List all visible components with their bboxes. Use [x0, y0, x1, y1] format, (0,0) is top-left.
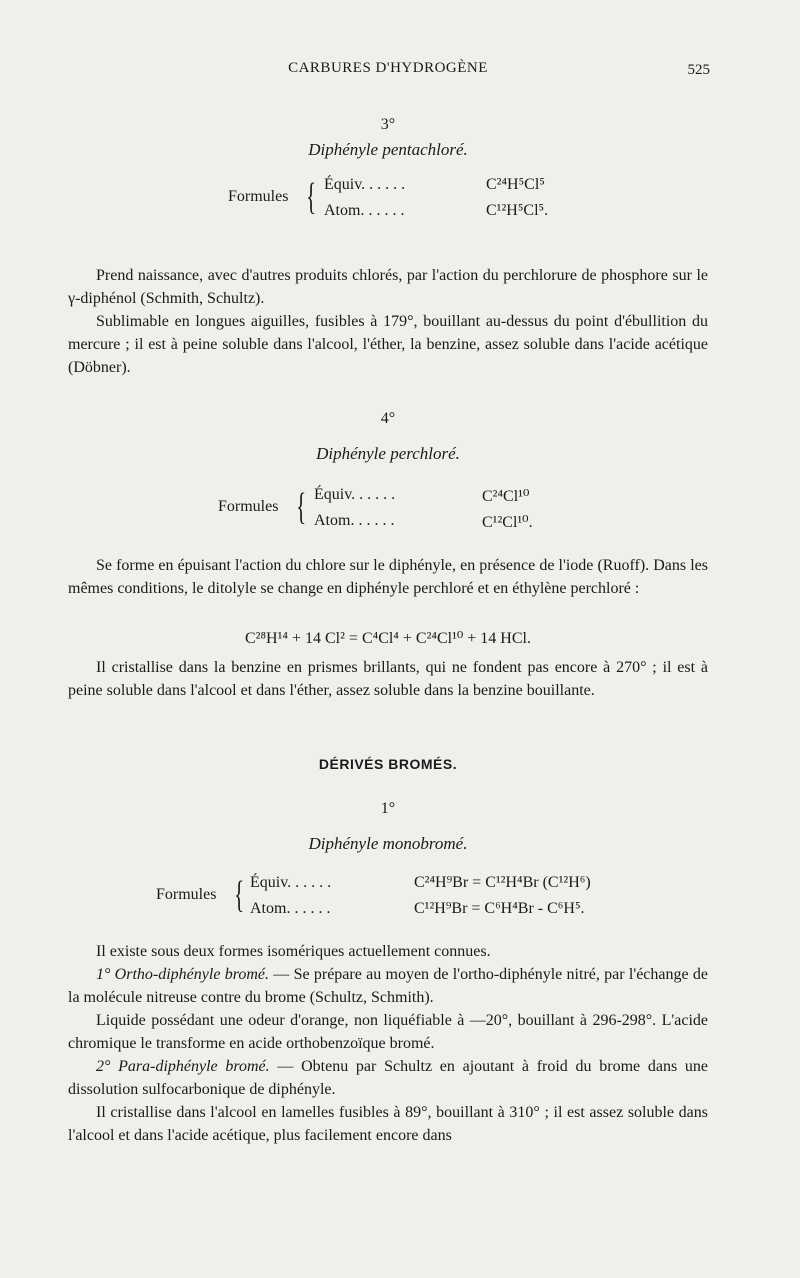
paragraph: Il cristallise dans l'alcool en lamelles fusibles à 89°, bouillant à 310° ; il est assez soluble dans l'alcool et dans l'acide acétique, plus facilement encore dans	[68, 1104, 708, 1144]
formula-table	[218, 480, 638, 550]
atom-formula: C¹²Cl¹⁰.	[482, 514, 533, 531]
equiv-formula: C²⁴Cl¹⁰	[482, 488, 530, 505]
equiv-formula: C²⁴H⁵Cl⁵	[486, 176, 545, 193]
section-number: 1°	[380, 800, 396, 817]
paragraph: Se forme en épuisant l'action du chlore sur le diphényle, en présence de l'iode (Ruoff). Dans les mêmes conditions, le ditolyle se change en diphényle perchloré et en éthylène perchloré :	[68, 557, 708, 597]
section-heading: DÉRIVÉS BROMÉS.	[318, 756, 458, 772]
running-head: CARBURES D'HYDROGÈNE	[288, 60, 488, 76]
atom-formula: C¹²H⁵Cl⁵.	[486, 202, 549, 219]
atom-label: Atom. . . . . .	[250, 900, 331, 917]
paragraph: Prend naissance, avec d'autres produits chlorés, par l'action du perchlorure de phosphore sur le γ-diphénol (Schmith, Schultz).	[68, 267, 708, 307]
brace-glyph: {	[234, 874, 245, 916]
brace-glyph: {	[296, 486, 307, 528]
isomer-name: 2° Para-diphényle bromé.	[96, 1058, 270, 1075]
compound-title: Diphényle monobromé.	[308, 834, 468, 853]
text-block	[68, 554, 708, 600]
paragraph	[68, 1055, 708, 1101]
compound-title: Diphényle perchloré.	[316, 444, 460, 463]
formula-table	[228, 170, 648, 240]
equiv-label: Équiv. . . . . .	[324, 176, 406, 193]
compound-title: Diphényle pentachloré.	[308, 140, 468, 159]
paragraph-text: — Se prépare au moyen de l'ortho-diphényle nitré, par l'échange de la molécule nitreuse contre du brome (Schultz, Schmith).	[68, 966, 708, 1006]
text-block	[68, 656, 708, 702]
brace-glyph: {	[306, 176, 317, 218]
paragraph-text: — Obtenu par Schultz en ajoutant à froid du brome dans une dissolution sulfocarbonique de diphényle.	[68, 1058, 708, 1098]
text-block	[68, 264, 708, 379]
paragraph: Sublimable en longues aiguilles, fusibles à 179°, bouillant au-dessus du point d'ébullition du mercure ; il est à peine soluble dans l'alcool, l'éther, la benzine, assez soluble dans l'acide acétique (Döbner).	[68, 313, 708, 376]
paragraph: Il cristallise dans la benzine en prismes brillants, qui ne fondent pas encore à 270° ; il est à peine soluble dans l'alcool et dans l'éther, assez soluble dans la benzine bouillante.	[68, 659, 708, 699]
section-number: 4°	[380, 410, 396, 427]
paragraph: Liquide possédant une odeur d'orange, non liquéfiable à —20°, bouillant à 296-298°. L'acide chromique le transforme en acide orthobenzoïque bromé.	[68, 1012, 708, 1052]
paragraph: Il existe sous deux formes isomériques actuellement connues.	[96, 943, 491, 960]
formulas-label: Formules	[156, 886, 217, 903]
equiv-formula: C²⁴H⁹Br = C¹²H⁴Br (C¹²H⁶)	[414, 874, 591, 891]
reaction-equation: C²⁸H¹⁴ + 14 Cl² = C⁴Cl⁴ + C²⁴Cl¹⁰ + 14 HCl.	[245, 630, 531, 647]
equiv-label: Équiv. . . . . .	[314, 486, 396, 503]
atom-label: Atom. . . . . .	[314, 512, 395, 529]
section-number: 3°	[380, 116, 396, 133]
page-header	[68, 60, 708, 84]
equiv-label: Équiv. . . . . .	[250, 874, 332, 891]
isomer-name: 1° Ortho-diphényle bromé.	[96, 966, 270, 983]
formulas-label: Formules	[218, 498, 279, 515]
paragraph	[68, 963, 708, 1009]
formulas-label: Formules	[228, 188, 289, 205]
formula-table	[156, 868, 656, 938]
page-number: 525	[687, 62, 710, 78]
atom-label: Atom. . . . . .	[324, 202, 405, 219]
text-block	[68, 940, 708, 1147]
atom-formula: C¹²H⁹Br = C⁶H⁴Br - C⁶H⁵.	[414, 900, 585, 917]
